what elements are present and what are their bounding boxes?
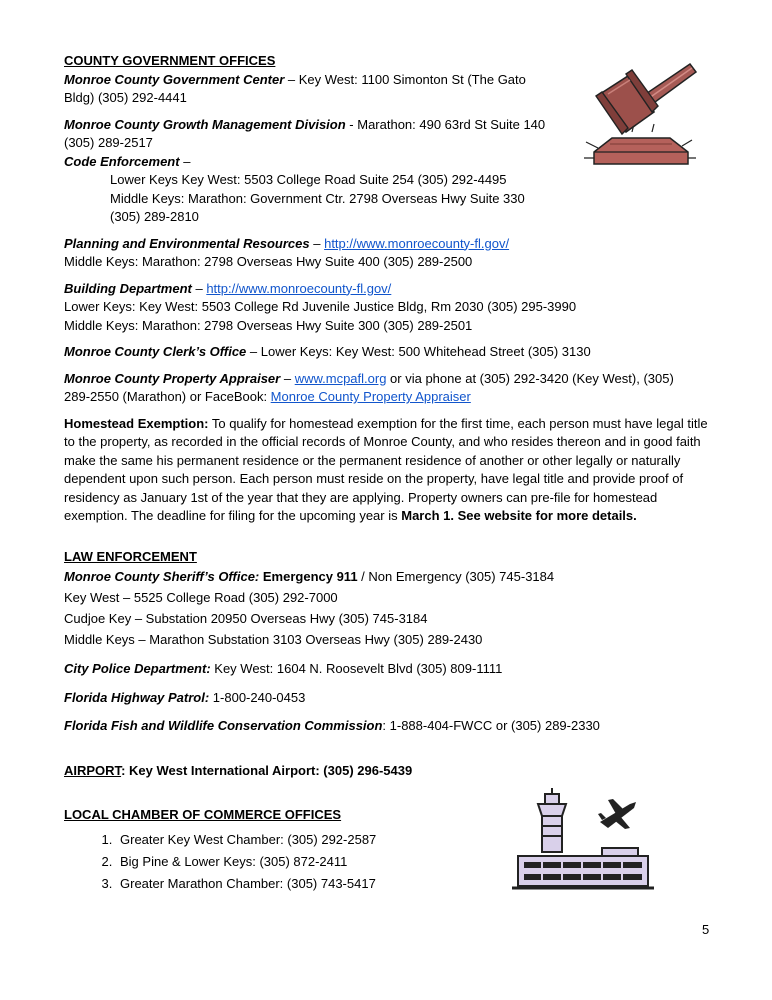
airport-text: : Key West International Airport: (305) 296-5439 [121,762,413,778]
building-link[interactable]: http://www.monroecounty-fl.gov/ [206,280,392,296]
sheriff-text: / Non Emergency (305) 745-3184 [357,569,555,584]
building-entry [64,280,714,299]
code-lower: Lower Keys Key West: 5503 College Road Suite 254 (305) 292-4495 [110,172,507,187]
code-label: Code Enforcement [64,153,180,169]
planning-dash: – [309,235,325,251]
page-content [64,52,714,895]
building-lower: Lower Keys: Key West: 5503 College Rd Juvenile Justice Bldg, Rm 2030 (305) 295-3990 [64,299,577,314]
appraiser-dash: – [280,370,295,386]
sheriff-label: Monroe County Sheriff’s Office: [64,569,260,584]
appraiser-label: Monroe County Property Appraiser [64,370,281,386]
building-dash: – [191,280,207,296]
city-police-text: Key West: 1604 N. Roosevelt Blvd (305) 809-1111 [210,661,503,676]
sheriff-key-west: Key West – 5525 College Road (305) 292-7000 [64,590,338,605]
sheriff-emergency: Emergency 911 [259,569,358,584]
appraiser-entry [64,370,694,407]
law-heading: LAW ENFORCEMENT [64,548,197,564]
airport-entry [64,762,714,781]
gov-center-entry [64,71,554,108]
homestead-label: Homestead Exemption: [64,415,209,431]
list-item: 2. Big Pine & Lower Keys: (305) 872-2411 [116,851,714,873]
homestead-entry [64,415,714,526]
fwc-label: Florida Fish and Wildlife Conservation Commission [64,718,383,733]
homestead-text: To qualify for homestead exemption for the first time, each person must have legal title to the property, as recorded in the official records of Monroe County, and who resides thereon and in good faith make the same his permanent residence or the permanent residence of another or other legally or naturally dependent upon such person. Each person must reside on the property, have legal title and provide proof of residency as January 1st of the year that they are applying. Property owners can pre-file for homestead exemption. The deadline for filing for the upcoming year is [64,415,708,523]
gov-center-text: – Key West: 1100 Simonton St (The Gato Bldg) (305) 292-4441 [64,71,526,105]
city-police-entry [64,660,714,679]
clerk-label: Monroe County Clerk’s Office [64,344,247,359]
planning-entry [64,235,714,254]
page-number: 5 [702,922,710,937]
chamber-heading: LOCAL CHAMBER OF COMMERCE OFFICES [64,807,342,822]
growth-text: - Marathon: 490 63rd St Suite 140 (305) 289-2517 [64,116,546,150]
planning-text: Middle Keys: Marathon: 2798 Overseas Hwy Suite 400 (305) 289-2500 [64,254,473,269]
fhp-text: 1-800-240-0453 [209,689,306,705]
sheriff-cudjoe: Cudjoe Key – Substation 20950 Overseas Hwy (305) 745-3184 [64,611,428,626]
growth-label: Monroe County Growth Management Division [64,116,346,132]
building-middle: Middle Keys: Marathon: 2798 Overseas Hwy Suite 300 (305) 289-2501 [64,317,473,333]
growth-entry [64,116,554,153]
fhp-entry [64,689,714,708]
appraiser-facebook-link[interactable]: Monroe County Property Appraiser [270,389,471,404]
building-label: Building Department [64,280,192,296]
list-item: 3. Greater Marathon Chamber: (305) 743-5417 [116,873,714,895]
code-middle: Middle Keys: Marathon: Government Ctr. 2798 Overseas Hwy Suite 330 (305) 289-2810 [110,190,525,224]
appraiser-text: or via phone at (305) 292-3420 (Key West), (305) 289-2550 (Marathon) or FaceBook: [64,370,674,404]
fwc-text: : 1-888-404-FWCC or (305) 289-2330 [382,718,600,733]
fhp-label: Florida Highway Patrol: [64,689,210,705]
gavel-icon [582,54,700,178]
appraiser-link[interactable]: www.mcpafl.org [294,370,387,386]
airport-label: AIRPORT [64,762,122,778]
county-heading: COUNTY GOVERNMENT OFFICES [64,53,276,68]
airport-icon [512,786,654,892]
gov-center-label: Monroe County Government Center [64,71,285,87]
code-dash: – [179,153,191,169]
planning-label: Planning and Environmental Resources [64,235,310,251]
homestead-deadline: March 1. See website for more details. [401,508,637,523]
planning-link[interactable]: http://www.monroecounty-fl.gov/ [324,235,510,251]
fwc-entry [64,717,714,736]
clerk-entry [64,343,714,362]
sheriff-entry [64,566,714,587]
city-police-label: City Police Department: [64,661,211,676]
list-item: 1. Greater Key West Chamber: (305) 292-2587 [116,829,714,851]
clerk-text: – Lower Keys: Key West: 500 Whitehead Street (305) 3130 [246,344,591,359]
sheriff-middle-keys: Middle Keys – Marathon Substation 3103 Overseas Hwy (305) 289-2430 [64,632,483,647]
